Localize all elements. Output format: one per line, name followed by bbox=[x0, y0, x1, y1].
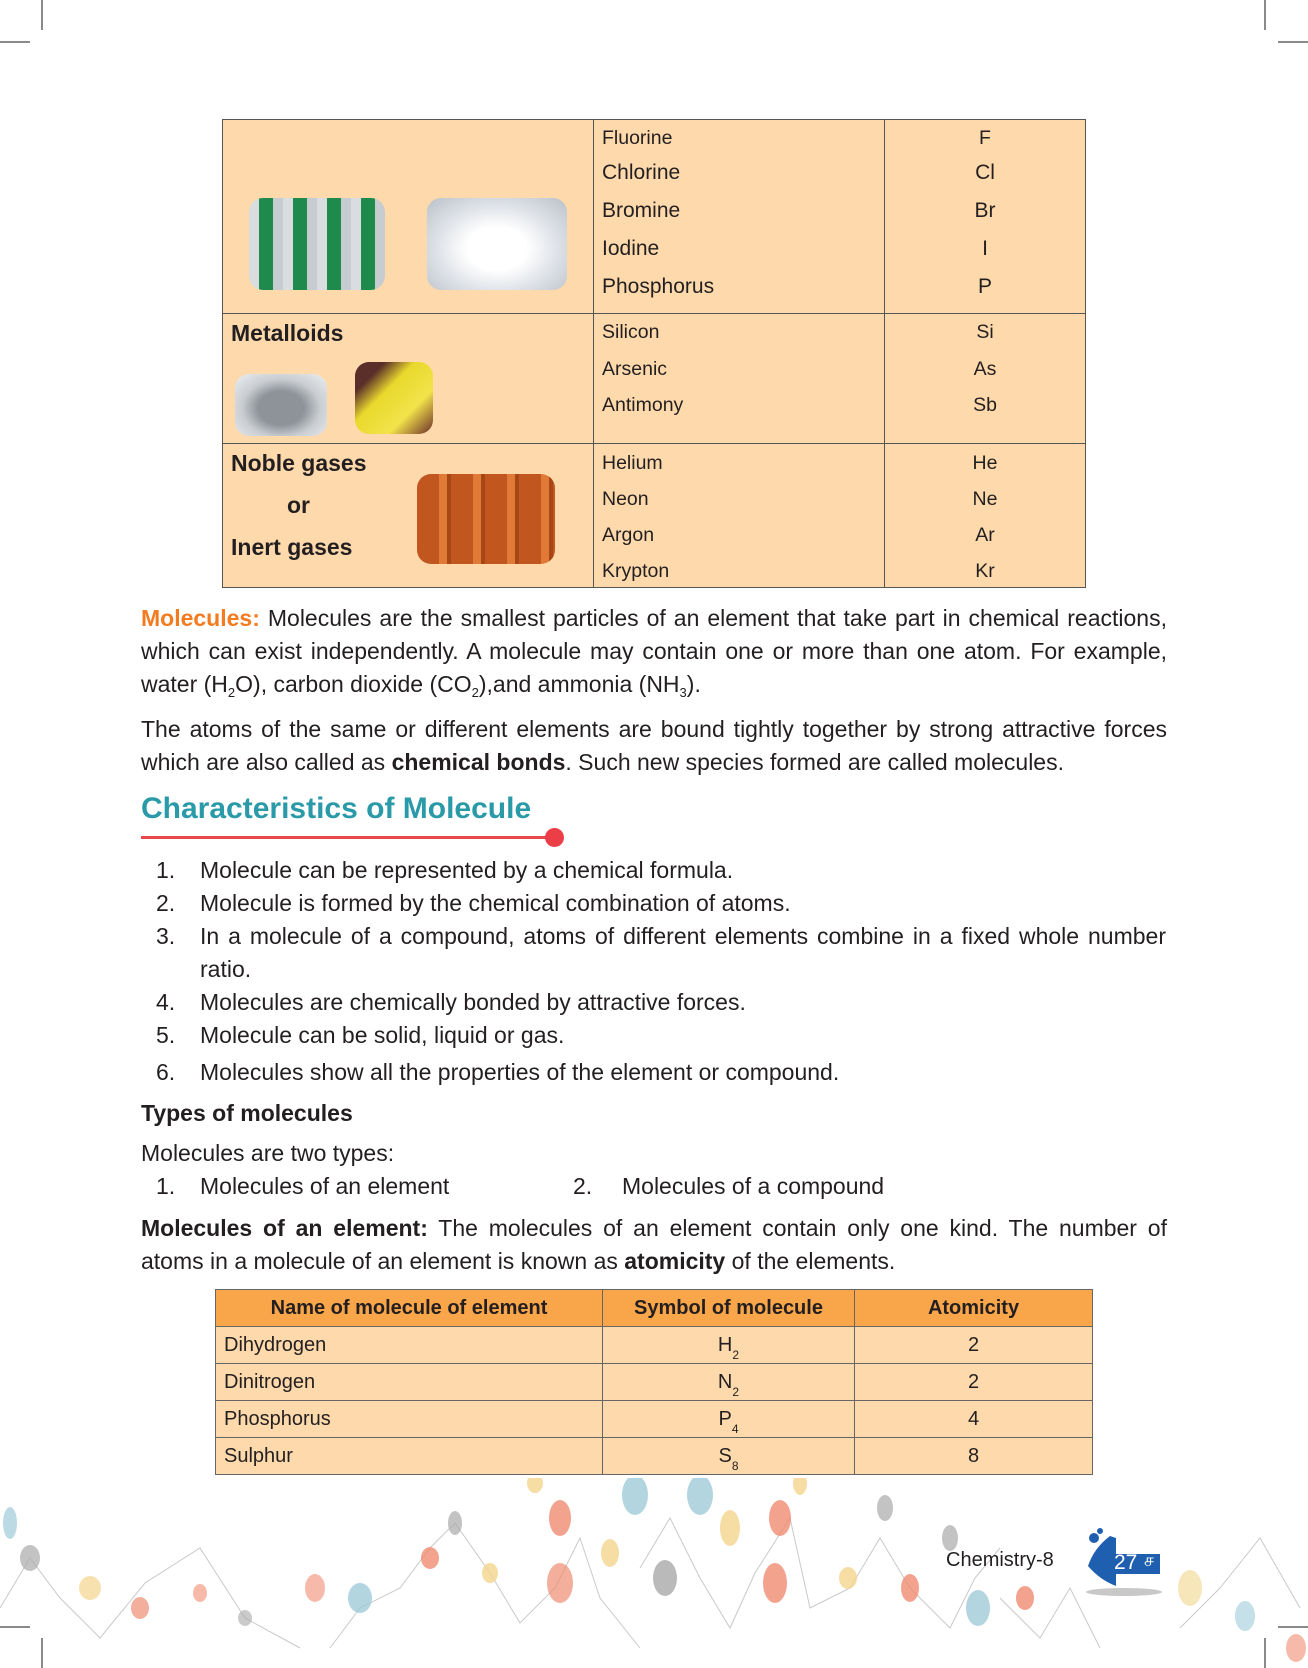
molecule-symbol bbox=[603, 1327, 855, 1364]
gas-cylinders-image bbox=[417, 474, 555, 564]
element-molecules-paragraph bbox=[141, 1212, 1167, 1278]
crop-mark bbox=[0, 41, 30, 43]
molecules-definition bbox=[141, 602, 1167, 701]
subscript: 8 bbox=[731, 1458, 739, 1473]
atomicity-value: 4 bbox=[855, 1401, 1093, 1438]
elements-table bbox=[222, 119, 1086, 588]
table-row bbox=[223, 444, 1086, 588]
element-name: Chlorine bbox=[602, 161, 681, 184]
heading-dot bbox=[545, 828, 564, 847]
types-heading: Types of molecules bbox=[141, 1100, 353, 1126]
subscript: 2 bbox=[227, 685, 236, 700]
swirl-icon: ச bbox=[1144, 1550, 1154, 1570]
element-name-cell bbox=[594, 120, 885, 314]
element-symbol: Sb bbox=[973, 394, 997, 416]
element-name: Arsenic bbox=[602, 358, 668, 380]
group-cell-halogens bbox=[223, 120, 594, 314]
table-row bbox=[216, 1438, 1093, 1475]
element-symbol: Cl bbox=[975, 161, 995, 184]
table-row bbox=[223, 314, 1086, 444]
list-item bbox=[156, 1019, 1166, 1052]
heading-underline bbox=[141, 836, 554, 839]
item-number: 6. bbox=[156, 1059, 176, 1085]
book-title: Chemistry-8 bbox=[946, 1549, 1054, 1571]
item-text: Molecules are chemically bonded by attractive forces. bbox=[200, 989, 746, 1015]
bold-term: chemical bonds bbox=[391, 749, 566, 775]
types-list bbox=[156, 1173, 449, 1200]
molecule-symbol bbox=[603, 1438, 855, 1475]
characteristics-list bbox=[156, 854, 1166, 1089]
liquid-nitrogen-image bbox=[427, 198, 567, 290]
chemical-bonds-paragraph bbox=[141, 713, 1167, 779]
element-name-cell bbox=[594, 314, 885, 444]
subscript: 4 bbox=[731, 1421, 739, 1436]
text: ). bbox=[686, 671, 701, 697]
element-symbol: He bbox=[972, 452, 998, 474]
bold-label: Molecules of an element: bbox=[141, 1215, 428, 1241]
page-number-badge bbox=[1080, 1528, 1166, 1598]
list-item bbox=[156, 986, 1166, 1019]
element-name: Fluorine bbox=[602, 127, 673, 149]
item-text: Molecules of an element bbox=[200, 1173, 450, 1199]
item-text: Molecules show all the properties of the element or compound. bbox=[200, 1059, 840, 1085]
atomicity-value: 2 bbox=[855, 1327, 1093, 1364]
atomicity-table bbox=[215, 1289, 1093, 1475]
item-number: 1. bbox=[156, 857, 176, 883]
group-label: Metalloids bbox=[231, 320, 344, 346]
column-header: Name of molecule of element bbox=[216, 1290, 603, 1327]
table-header-row bbox=[216, 1290, 1093, 1327]
molecule-name: Sulphur bbox=[216, 1438, 603, 1475]
subscript: 3 bbox=[679, 685, 687, 700]
text: . Such new species formed are called molecules. bbox=[565, 749, 1064, 775]
arsenic-crystal-image bbox=[355, 362, 433, 434]
types-intro: Molecules are two types: bbox=[141, 1140, 395, 1166]
atomicity-value: 2 bbox=[855, 1364, 1093, 1401]
element-symbol-cell bbox=[885, 120, 1086, 314]
element-name: Phosphorus bbox=[602, 275, 715, 298]
subscript: 2 bbox=[471, 685, 479, 700]
subscript: 2 bbox=[732, 1384, 740, 1399]
text: The atoms of the same or different elements are bound tightly together by strong attractive forces which are also called as bbox=[141, 716, 1167, 775]
text: of the elements. bbox=[725, 1248, 896, 1274]
oxygen-cylinders-image bbox=[249, 198, 385, 290]
list-item bbox=[156, 887, 1166, 920]
subscript: 2 bbox=[732, 1347, 740, 1362]
crop-mark bbox=[1264, 0, 1266, 30]
item-text: In a molecule of a compound, atoms of different elements combine in a fixed whole number ratio. bbox=[200, 923, 1166, 982]
molecule-name: Phosphorus bbox=[216, 1401, 603, 1438]
element-name-cell bbox=[594, 444, 885, 588]
molecule-name: Dinitrogen bbox=[216, 1364, 603, 1401]
element-name: Neon bbox=[602, 488, 649, 510]
element-name: Krypton bbox=[602, 560, 670, 582]
symbol: N bbox=[717, 1370, 733, 1393]
element-symbol: As bbox=[973, 358, 997, 380]
molecule-symbol bbox=[603, 1401, 855, 1438]
element-symbol: F bbox=[979, 127, 991, 149]
molecule-name: Dihydrogen bbox=[216, 1327, 603, 1364]
element-symbol: Si bbox=[976, 321, 994, 343]
molecule-symbol bbox=[603, 1364, 855, 1401]
element-name: Argon bbox=[602, 524, 655, 546]
column-header: Symbol of molecule bbox=[603, 1290, 855, 1327]
element-name: Antimony bbox=[602, 394, 684, 416]
element-symbol-cell bbox=[885, 314, 1086, 444]
item-text: Molecule can be solid, liquid or gas. bbox=[200, 1022, 565, 1048]
atomicity-value: 8 bbox=[855, 1438, 1093, 1475]
group-label: Inert gases bbox=[231, 534, 353, 560]
item-number: 2. bbox=[573, 1173, 593, 1199]
text: The molecules of an element contain only one kind. The number of atoms in a molecule of an element is known as bbox=[141, 1215, 1167, 1274]
crop-mark bbox=[1278, 41, 1308, 43]
table-row bbox=[216, 1364, 1093, 1401]
element-symbol: Ne bbox=[972, 488, 998, 510]
table-row bbox=[216, 1401, 1093, 1438]
element-symbol-cell bbox=[885, 444, 1086, 588]
group-cell-noble-gases bbox=[223, 444, 594, 588]
element-symbol: Br bbox=[974, 199, 996, 222]
element-symbol: I bbox=[982, 237, 988, 260]
text: Molecules are the smallest particles of an element that take part in chemical reactions, which can exist independently. A molecule may contain one or more than one atom. For example, water (H bbox=[141, 605, 1167, 697]
text: O), carbon dioxide (CO bbox=[235, 671, 472, 697]
symbol: S bbox=[718, 1444, 732, 1467]
element-name: Iodine bbox=[602, 237, 660, 260]
section-heading: Characteristics of Molecule bbox=[141, 792, 532, 825]
crop-mark bbox=[41, 0, 43, 30]
item-number: 2. bbox=[156, 890, 176, 916]
text: ),and ammonia (NH bbox=[478, 671, 680, 697]
item-text: Molecule can be represented by a chemical formula. bbox=[200, 857, 734, 883]
item-text: Molecules of a compound bbox=[622, 1173, 885, 1199]
element-name: Bromine bbox=[602, 199, 681, 222]
element-symbol: P bbox=[977, 275, 992, 298]
group-label: or bbox=[287, 492, 310, 518]
page-number: 27 bbox=[1114, 1551, 1138, 1574]
element-symbol: Kr bbox=[975, 560, 995, 582]
bold-term: atomicity bbox=[624, 1248, 726, 1274]
group-label: Noble gases bbox=[231, 450, 367, 476]
item-number: 4. bbox=[156, 989, 176, 1015]
molecules-label: Molecules: bbox=[141, 605, 260, 631]
group-cell-metalloids bbox=[223, 314, 594, 444]
column-header: Atomicity bbox=[855, 1290, 1093, 1327]
item-number: 1. bbox=[156, 1173, 176, 1199]
list-item bbox=[156, 1056, 1166, 1089]
item-number: 3. bbox=[156, 923, 176, 949]
silicon-sample-image bbox=[235, 374, 327, 436]
element-symbol: Ar bbox=[975, 524, 995, 546]
symbol: P bbox=[718, 1407, 732, 1430]
list-item bbox=[156, 920, 1166, 986]
element-name: Helium bbox=[602, 452, 663, 474]
table-row bbox=[216, 1327, 1093, 1364]
table-row bbox=[223, 120, 1086, 314]
item-text: Molecule is formed by the chemical combination of atoms. bbox=[200, 890, 791, 916]
list-item bbox=[156, 854, 1166, 887]
types-list bbox=[573, 1173, 884, 1200]
symbol: H bbox=[717, 1333, 733, 1356]
element-name: Silicon bbox=[602, 321, 660, 343]
item-number: 5. bbox=[156, 1022, 176, 1048]
